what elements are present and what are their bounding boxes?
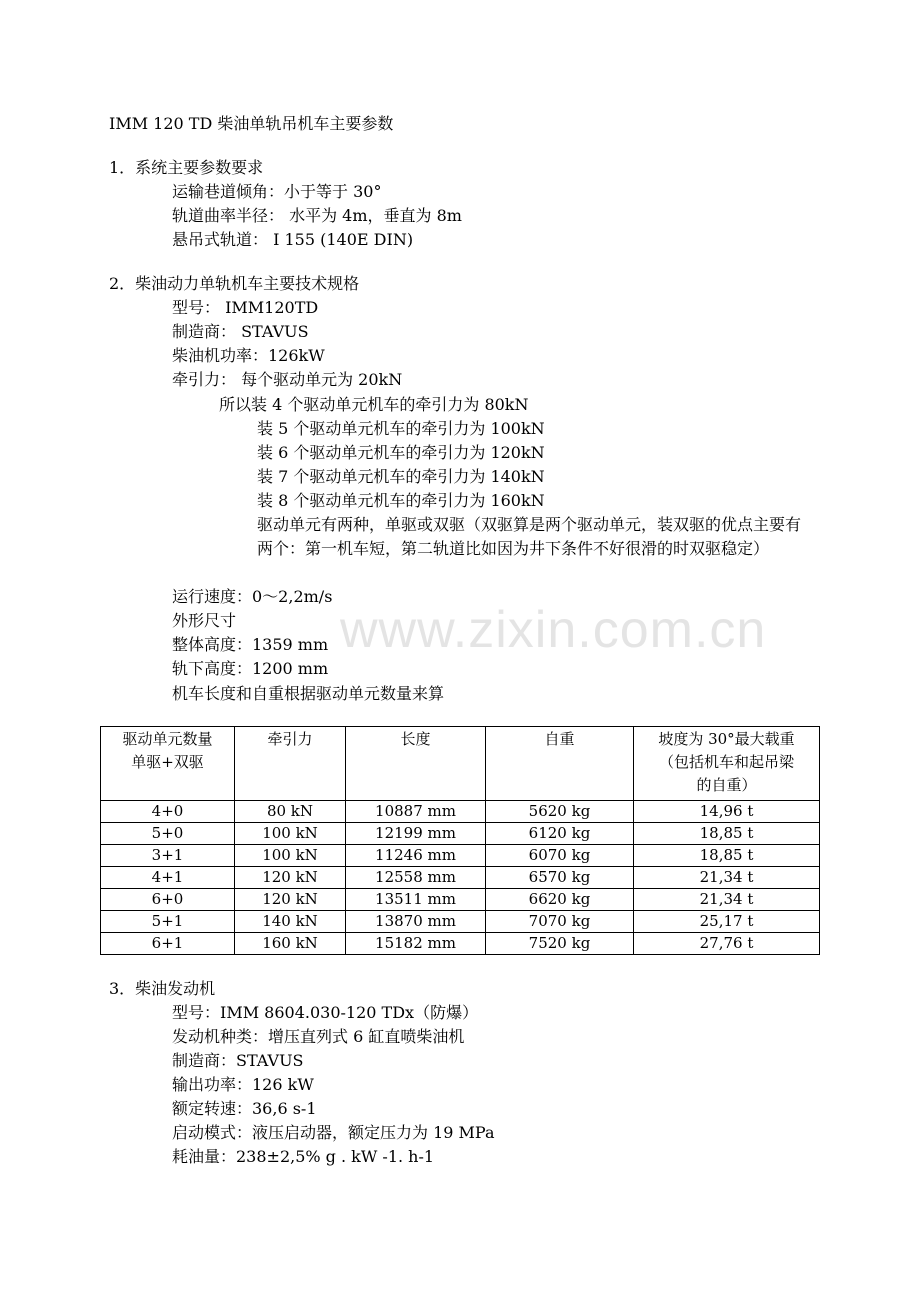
engine-power: 柴油机功率：126kW: [172, 346, 325, 365]
cell-length: 12558 mm: [346, 867, 486, 889]
table-row: [101, 801, 820, 823]
watermark: www.zixin.com.cn: [340, 601, 767, 659]
cell-length: 15182 mm: [346, 933, 486, 955]
cell-weight: 5620 kg: [486, 801, 634, 823]
header-weight: 自重: [486, 727, 634, 801]
manufacturer: 制造商： STAVUS: [172, 322, 309, 341]
table-header-row: [101, 727, 820, 801]
engine-type: 发动机种类：增压直列式 6 缸直喷柴油机: [172, 1027, 465, 1046]
section3-heading: 3．柴油发动机: [109, 979, 216, 998]
running-speed: 运行速度：0～2,2m/s: [172, 587, 333, 606]
traction-line: 所以装 4 个驱动单元机车的牵引力为 80kN: [219, 395, 529, 414]
table-row: [101, 823, 820, 845]
cell-traction: 140 kN: [235, 911, 346, 933]
cell-max-load: 21,34 t: [634, 889, 820, 911]
document-title: IMM 120 TD 柴油单轨吊机车主要参数: [109, 114, 394, 133]
start-mode: 启动模式：液压启动器，额定压力为 19 MPa: [172, 1123, 495, 1142]
cell-max-load: 14,96 t: [634, 801, 820, 823]
overall-height: 整体高度：1359 mm: [172, 635, 329, 654]
traction-force: 牵引力： 每个驱动单元为 20kN: [172, 370, 403, 389]
table-row: [101, 911, 820, 933]
cell-drive-units: 5+1: [101, 911, 235, 933]
tunnel-incline: 运输巷道倾角：小于等于 30°: [172, 182, 382, 201]
section2-heading: 2．柴油动力单轨机车主要技术规格: [109, 274, 360, 293]
table-row: [101, 889, 820, 911]
cell-traction: 80 kN: [235, 801, 346, 823]
cell-length: 10887 mm: [346, 801, 486, 823]
cell-length: 13511 mm: [346, 889, 486, 911]
table-row: [101, 933, 820, 955]
cell-drive-units: 4+0: [101, 801, 235, 823]
cell-max-load: 21,34 t: [634, 867, 820, 889]
cell-length: 11246 mm: [346, 845, 486, 867]
cell-drive-units: 5+0: [101, 823, 235, 845]
header-length: 长度: [346, 727, 486, 801]
table-row: [101, 845, 820, 867]
engine-manufacturer: 制造商：STAVUS: [172, 1051, 304, 1070]
cell-weight: 6620 kg: [486, 889, 634, 911]
header-drive-units: 驱动单元数量 单驱+双驱: [101, 727, 235, 801]
below-rail-height: 轨下高度：1200 mm: [172, 659, 329, 678]
drive-unit-table: [100, 726, 820, 955]
section1-heading: 1．系统主要参数要求: [109, 158, 264, 177]
cell-drive-units: 6+0: [101, 889, 235, 911]
header-traction: 牵引力: [235, 727, 346, 801]
traction-line: 装 5 个驱动单元机车的牵引力为 100kN: [257, 419, 545, 438]
cell-weight: 6120 kg: [486, 823, 634, 845]
cell-weight: 6570 kg: [486, 867, 634, 889]
fuel-consumption: 耗油量：238±2,5% g . kW -1. h-1: [172, 1147, 435, 1166]
output-power: 输出功率：126 kW: [172, 1075, 314, 1094]
cell-weight: 7070 kg: [486, 911, 634, 933]
rated-speed: 额定转速：36,6 s-1: [172, 1099, 317, 1118]
traction-line: 装 8 个驱动单元机车的牵引力为 160kN: [257, 491, 545, 510]
engine-model: 型号：IMM 8604.030-120 TDx（防爆）: [172, 1003, 479, 1022]
track-type: 悬吊式轨道： I 155 (140E DIN): [172, 230, 414, 249]
model: 型号： IMM120TD: [172, 298, 319, 317]
cell-max-load: 18,85 t: [634, 845, 820, 867]
dimensions-label: 外形尺寸: [172, 611, 237, 630]
cell-traction: 120 kN: [235, 889, 346, 911]
length-weight-note: 机车长度和自重根据驱动单元数量来算: [172, 684, 445, 703]
curve-radius: 轨道曲率半径： 水平为 4m，垂直为 8m: [172, 206, 462, 225]
cell-drive-units: 6+1: [101, 933, 235, 955]
cell-weight: 6070 kg: [486, 845, 634, 867]
table-row: [101, 867, 820, 889]
cell-drive-units: 4+1: [101, 867, 235, 889]
cell-length: 13870 mm: [346, 911, 486, 933]
traction-line: 装 6 个驱动单元机车的牵引力为 120kN: [257, 443, 545, 462]
cell-drive-units: 3+1: [101, 845, 235, 867]
traction-line: 装 7 个驱动单元机车的牵引力为 140kN: [257, 467, 545, 486]
cell-weight: 7520 kg: [486, 933, 634, 955]
cell-traction: 120 kN: [235, 867, 346, 889]
drive-unit-note: 驱动单元有两种，单驱或双驱（双驱算是两个驱动单元，装双驱的优点主要有两个：第一机车短，第二轨道比如因为井下条件不好很滑的时双驱稳定）: [257, 515, 802, 558]
cell-max-load: 25,17 t: [634, 911, 820, 933]
cell-max-load: 27,76 t: [634, 933, 820, 955]
header-max-load: 坡度为 30°最大载重 （包括机车和起吊梁 的自重）: [634, 727, 820, 801]
cell-traction: 160 kN: [235, 933, 346, 955]
cell-length: 12199 mm: [346, 823, 486, 845]
cell-max-load: 18,85 t: [634, 823, 820, 845]
cell-traction: 100 kN: [235, 845, 346, 867]
cell-traction: 100 kN: [235, 823, 346, 845]
